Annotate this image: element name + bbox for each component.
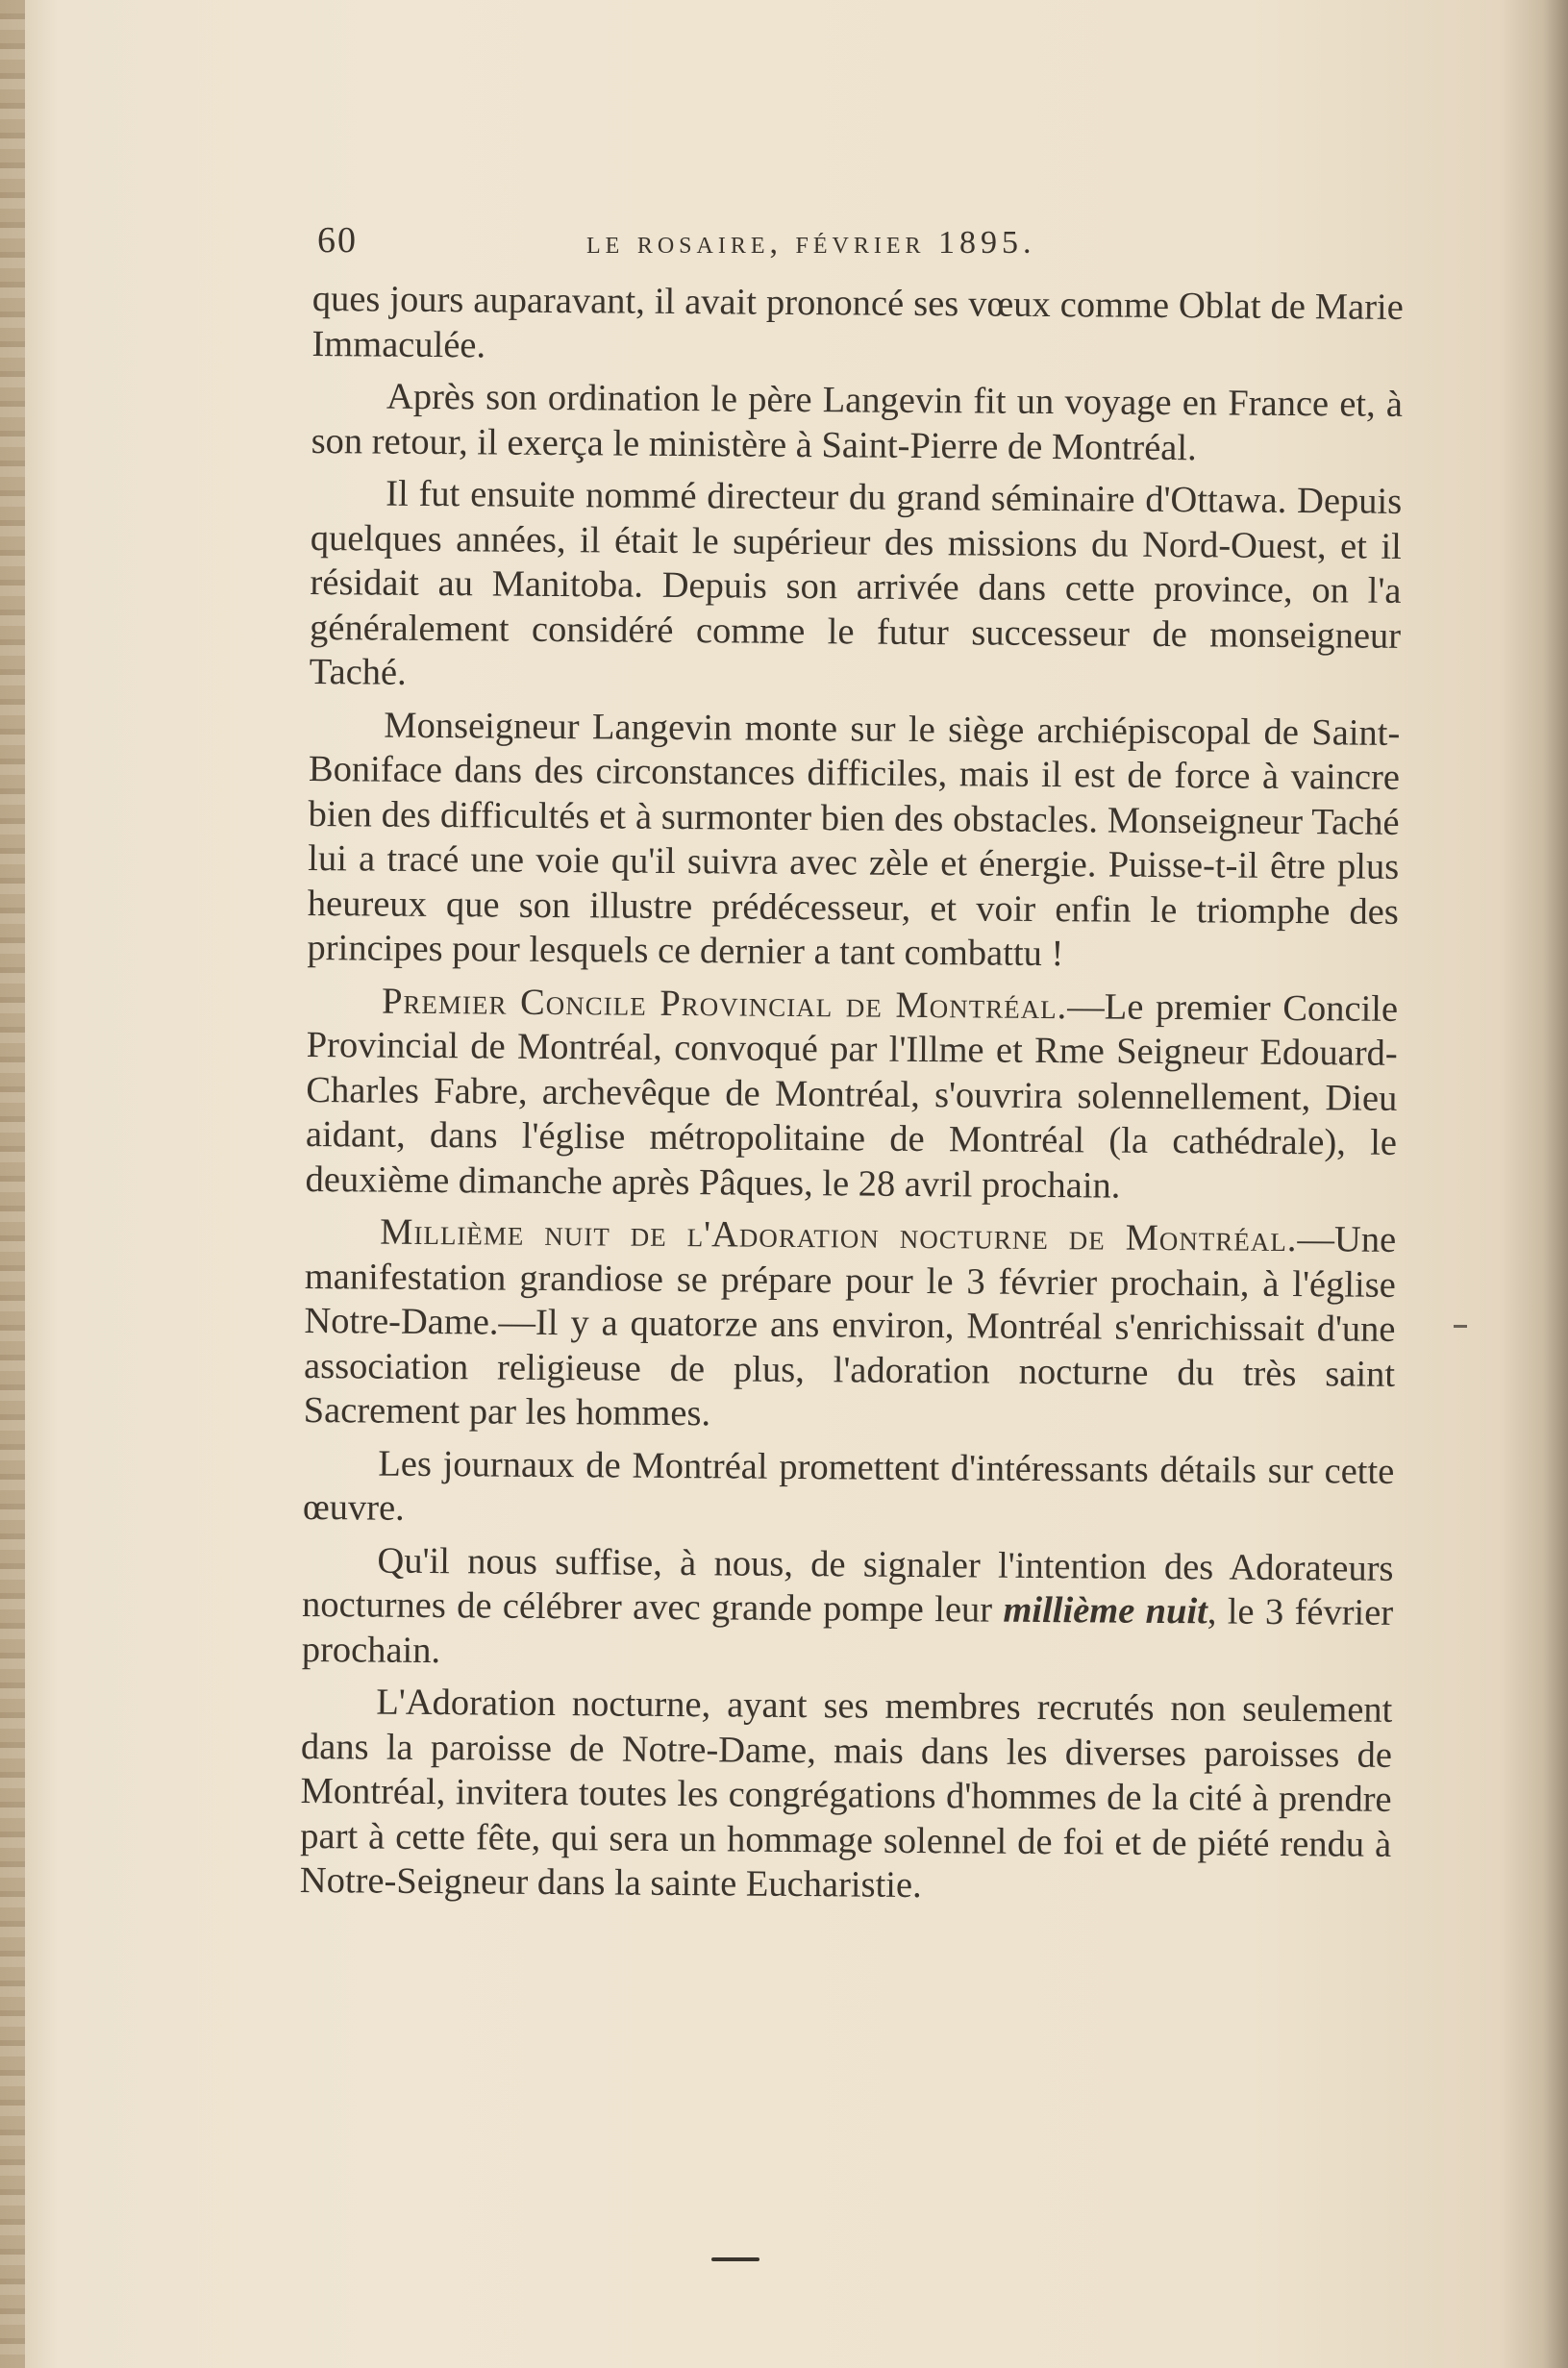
section-heading: Premier Concile Provincial de Montréal. bbox=[381, 981, 1068, 1027]
paragraph: Après son ordination le père Langevin fit un voyage en France et, à son retour, il exerça le ministère à Saint-Pierre de Montréal. bbox=[311, 376, 1404, 468]
page-number: 60 bbox=[317, 220, 358, 261]
emphasis-text: millième nuit bbox=[1003, 1589, 1208, 1633]
paragraph: ques jours auparavant, il avait prononcé ses vœux comme Oblat de Marie Immaculée. bbox=[311, 278, 1404, 365]
section-heading: Millième nuit de l'Adoration nocturne de Montréal. bbox=[380, 1211, 1298, 1260]
page-binding-edge bbox=[0, 0, 25, 2368]
page-header bbox=[317, 219, 1452, 267]
paragraph bbox=[305, 978, 1398, 1209]
margin-mark bbox=[1454, 1325, 1467, 1328]
footer-rule bbox=[711, 2257, 759, 2261]
body-text bbox=[300, 277, 1404, 1919]
paragraph-text: , le 3 février prochain. bbox=[301, 1591, 1394, 1671]
paragraph: Il fut ensuite nommé directeur du grand séminaire d'Ottawa. Depuis quelques années, il était le supérieur des missions du Nord-Ouest, et il résidait au Manitoba. Depuis son arrivée dans cette province, on l'a généralement considéré comme le futur successeur de monseigneur Taché. bbox=[309, 473, 1403, 693]
paragraph bbox=[304, 1209, 1397, 1441]
running-title: le rosaire, février 1895. bbox=[586, 225, 1036, 261]
paragraph-text: —Le premier Concile Provincial de Montréal, convoqué par l'Illme et Rme Seigneur Edouard-Charles Fabre, archevêque de Montréal, s'ouvrira solennellement, Dieu aidant, dans l'église métropolitaine de Montréal (la cathédrale), le deuxième dimanche après Pâques, le 28 avril prochain. bbox=[305, 985, 1399, 1207]
paragraph: Les journaux de Montréal promettent d'intéressants détails sur cette œuvre. bbox=[302, 1443, 1395, 1529]
paragraph-text: Qu'il nous suffise, à nous, de signaler l'intention des Adorateurs nocturnes de célébrer avec grande pompe leur bbox=[301, 1540, 1394, 1631]
paragraph: Monseigneur Langevin monte sur le siège archiépiscopal de Saint-Boniface dans des circonstances difficiles, mais il est de force à vaincre bien des difficultés et à surmonter bien des obstacles. Monseigneur Taché lui a tracé une voie qu'il suivra avec zèle et énergie. Puisse-t-il être plus heureux que son illustre prédécesseur, et voir enfin le triomphe des principes pour lesquels ce dernier a tant combattu ! bbox=[307, 705, 1401, 975]
paragraph: L'Adoration nocturne, ayant ses membres recrutés non seulement dans la paroisse de Notre-Dame, mais dans les diverses paroisses de Montréal, invitera toutes les congrégations d'hommes de la cité à prendre part à cette fête, qui sera un hommage solennel de foi et de piété rendu à Notre-Seigneur dans la sainte Eucharistie. bbox=[299, 1682, 1393, 1907]
paragraph bbox=[302, 1537, 1394, 1680]
paragraph-text: —Une manifestation grandiose se prépare pour le 3 février prochain, à l'église Notre-Dame.—Il y a quatorze ans environ, Montréal s'enrichissait d'une association religieuse de plus, l'adoration nocturne du très saint Sacrement par les hommes. bbox=[303, 1219, 1397, 1434]
